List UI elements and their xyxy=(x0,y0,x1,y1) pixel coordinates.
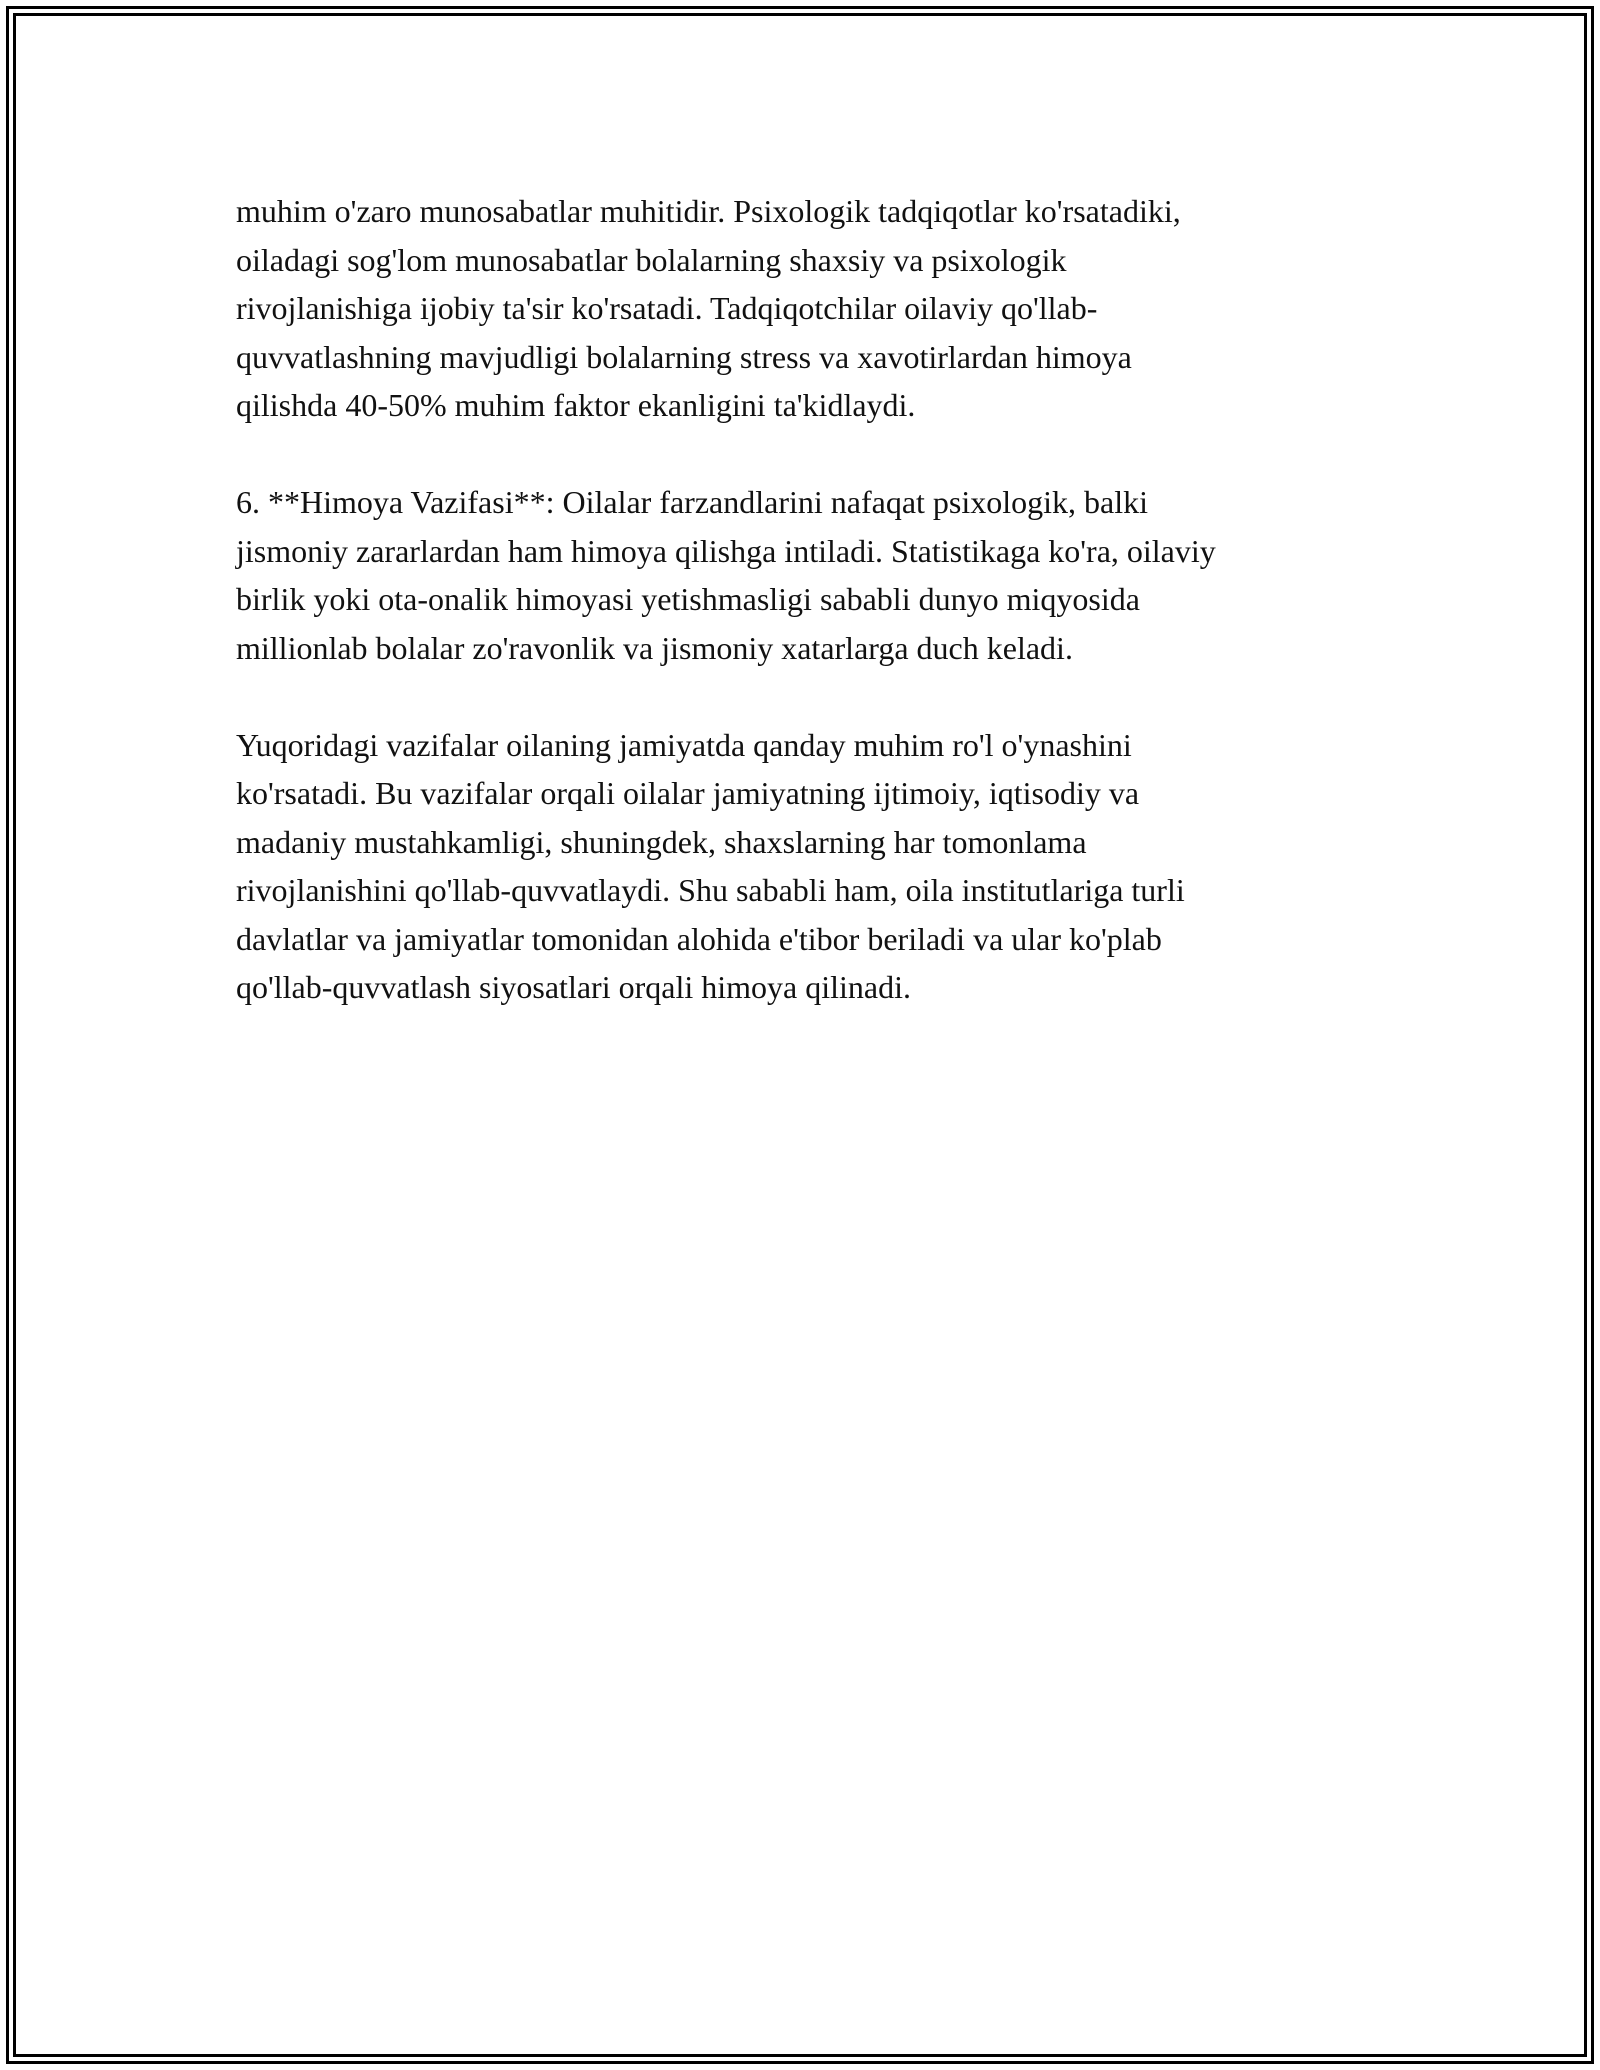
text-line: Yuqoridagi vazifalar oilaning jamiyatda qanday muhim ro'l o'ynashini xyxy=(236,726,1132,763)
paragraph-conclusion xyxy=(236,721,1406,1012)
text-line: qilishda 40-50% muhim faktor ekanligini ta'kidlaydi. xyxy=(236,387,916,423)
text-line: jismoniy zararlardan ham himoya qilishga intiladi. Statistikaga ko'ra, oilaviy xyxy=(236,532,1216,569)
paragraph-psychological-support xyxy=(236,187,1406,430)
text-line: birlik yoki ota-onalik himoyasi yetishmasligi sababli dunyo miqyosida xyxy=(236,581,1140,617)
text-line: quvvatlashning mavjudligi bolalarning stress va xavotirlardan himoya xyxy=(236,338,1132,375)
paragraph-protection-function xyxy=(236,478,1406,672)
text-line: davlatlar va jamiyatlar tomonidan alohida e'tibor beriladi va ular ko'plab xyxy=(236,920,1162,957)
text-line: madaniy mustahkamligi, shuningdek, shaxslarning har tomonlama xyxy=(236,823,1087,860)
text-line: muhim o'zaro munosabatlar muhitidir. Psixologik tadqiqotlar ko'rsatadiki, xyxy=(236,193,1181,229)
text-line: ko'rsatadi. Bu vazifalar orqali oilalar jamiyatning ijtimoiy, iqtisodiy va xyxy=(236,775,1140,811)
text-line: rivojlanishiga ijobiy ta'sir ko'rsatadi. Tadqiqotchilar oilaviy qo'llab- xyxy=(236,290,1098,326)
text-line: millionlab bolalar zo'ravonlik va jismoniy xatarlarga duch keladi. xyxy=(236,629,1073,666)
text-line: rivojlanishini qo'llab-quvvatlaydi. Shu sababli ham, oila institutlariga turli xyxy=(236,872,1185,908)
text-line: 6. **Himoya Vazifasi**: Oilalar farzandlarini nafaqat psixologik, balki xyxy=(236,484,1149,520)
text-line: oiladagi sog'lom munosabatlar bolalarning shaxsiy va psixologik xyxy=(236,241,1067,278)
document-body xyxy=(236,187,1406,1060)
text-line: qo'llab-quvvatlash siyosatlari orqali himoya qilinadi. xyxy=(236,969,911,1005)
